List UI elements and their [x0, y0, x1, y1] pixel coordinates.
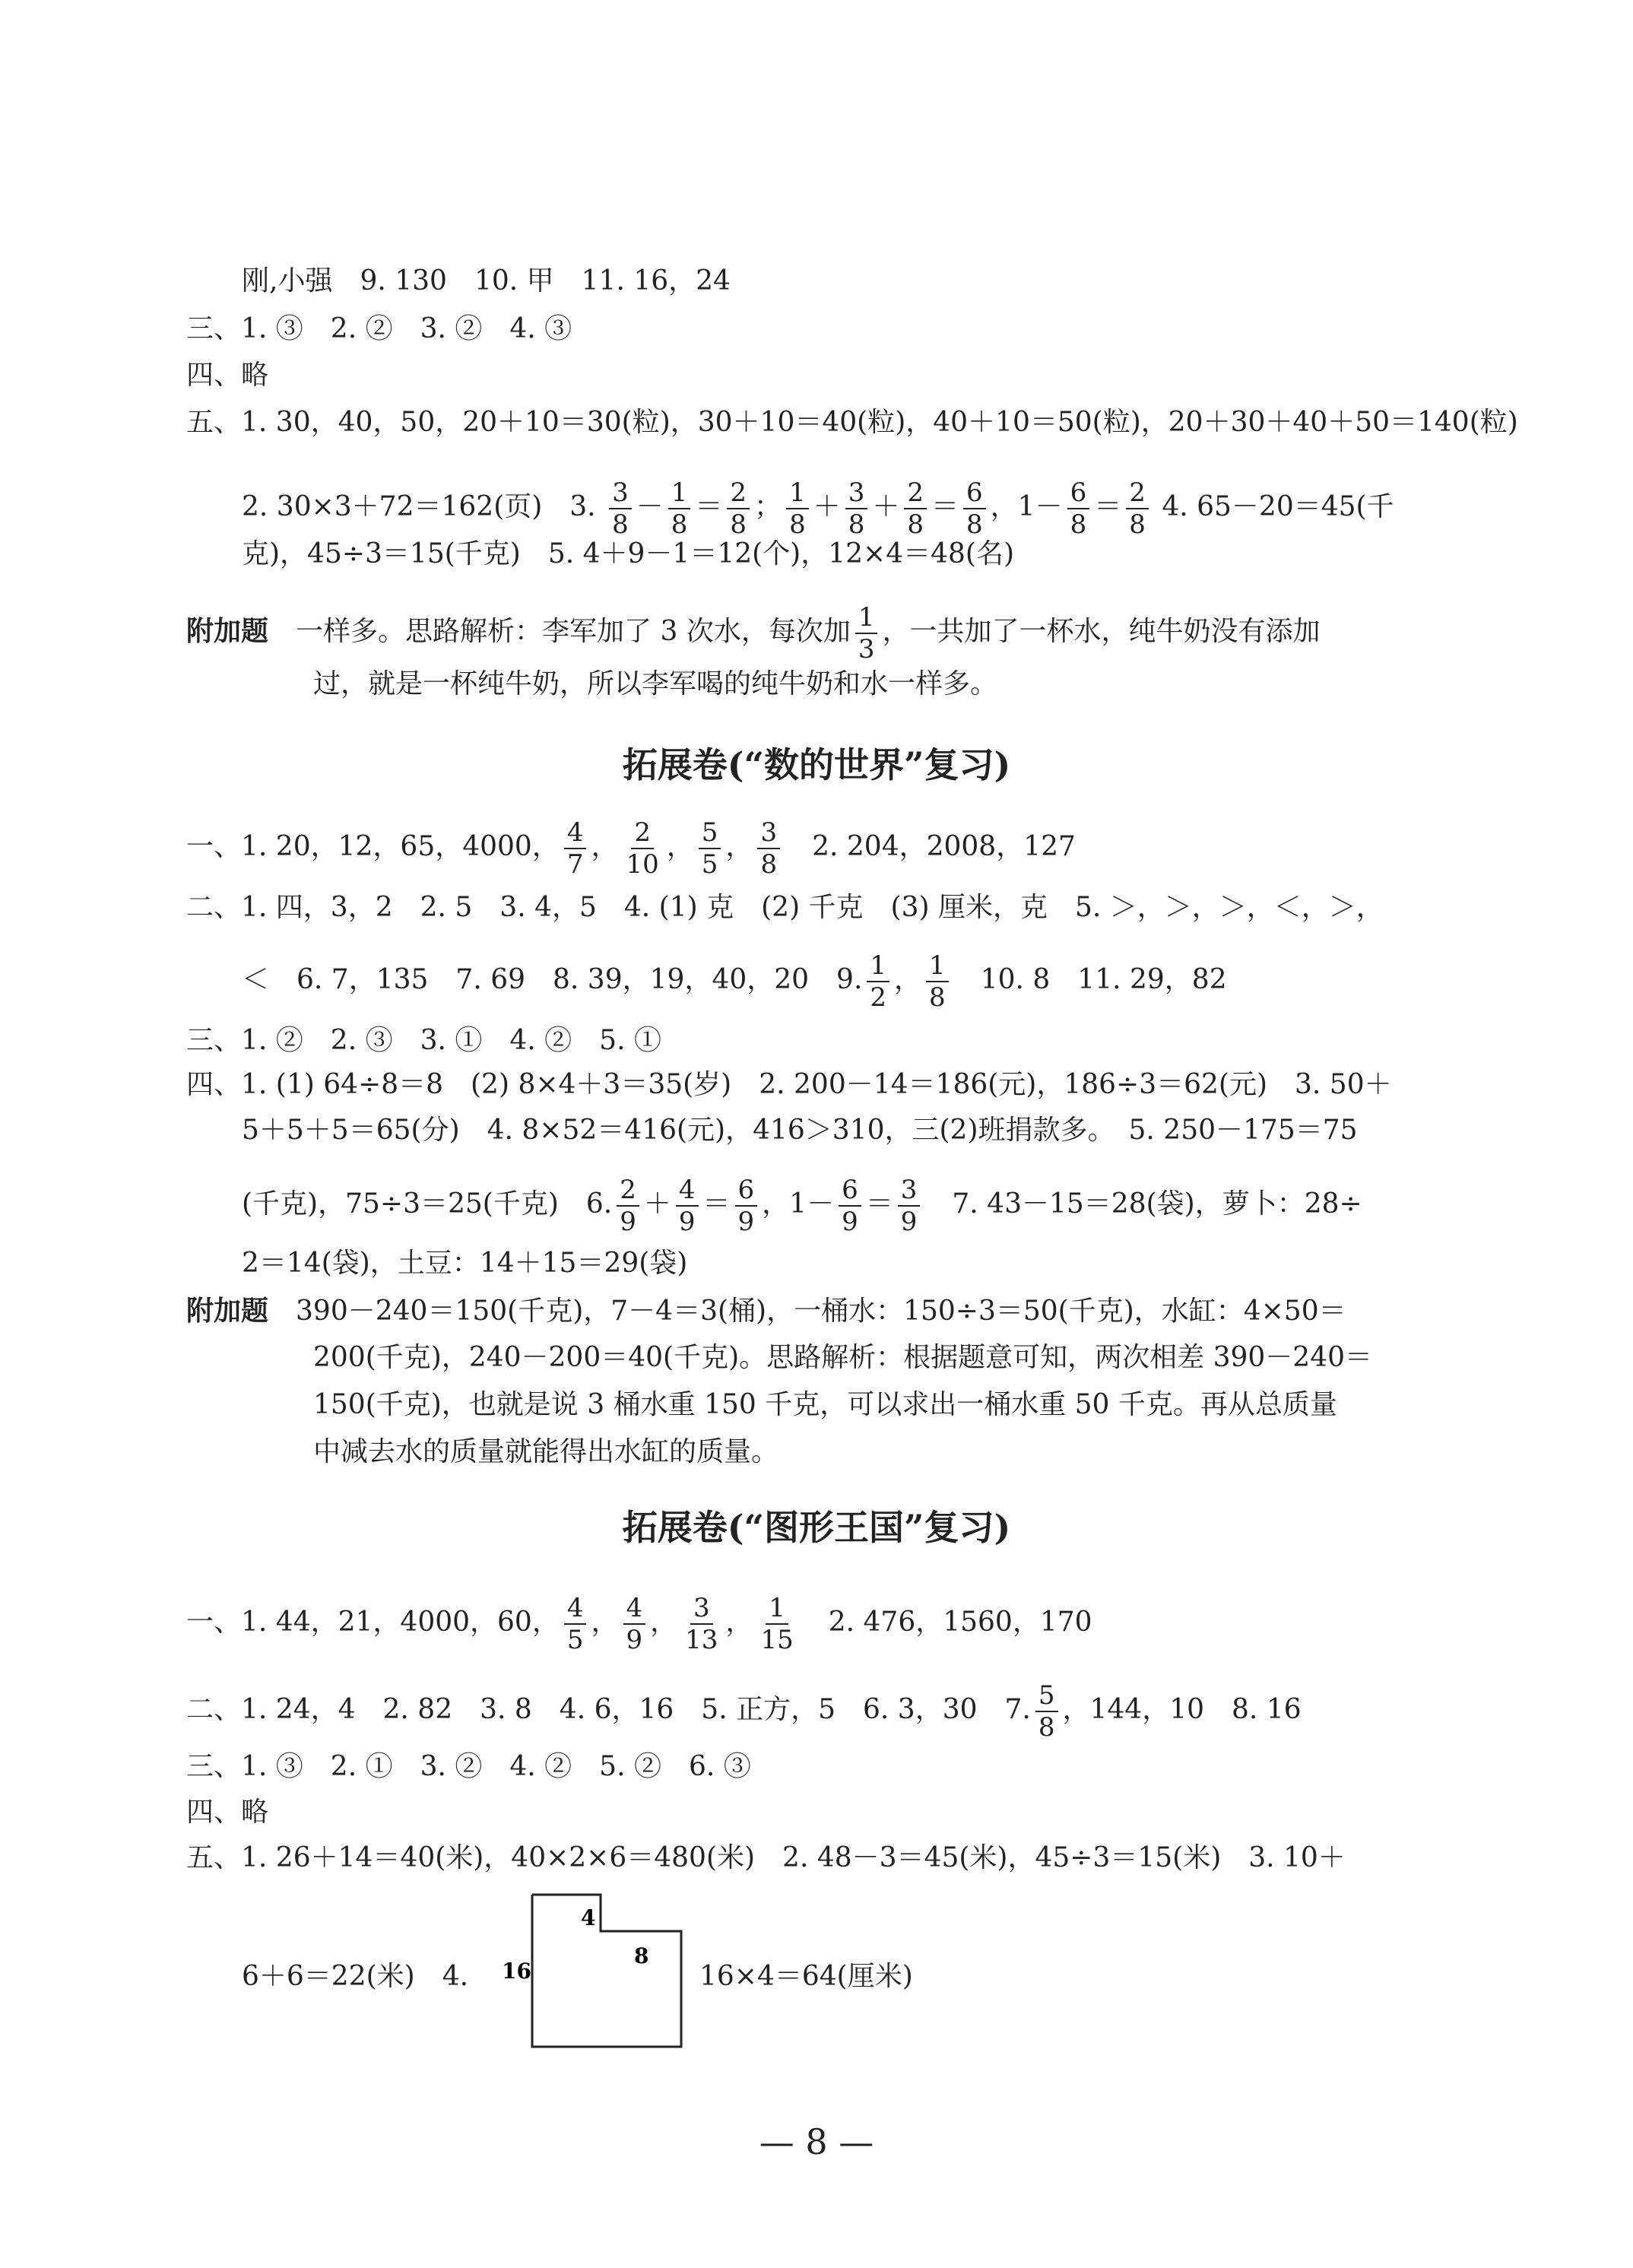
- answer-line: 三、1. ③ 2. ① 3. ② 4. ② 5. ② 6. ③: [186, 1751, 751, 1782]
- fraction: $\frac{1}{3}$: [855, 602, 878, 665]
- answer-line: 200(千克)，240－200＝40(千克)。思路解析：根据题意可知，两次相差 390－240＝: [313, 1342, 1372, 1373]
- answer-text: ，144，10 8. 16: [1062, 1694, 1302, 1725]
- answer-text: ＜ 6. 7，135 7. 69 8. 39，19，40，20 9.: [242, 964, 863, 995]
- answer-line: 150(千克)，也就是说 3 桶水重 150 千克，可以求出一桶水重 50 千克。再从总质量: [313, 1389, 1337, 1420]
- answer-text: 二、1. 24，4 2. 82 3. 8 4. 6，16 5. 正方，5 6. 3，30 7.: [186, 1694, 1031, 1725]
- answer-line: 中减去水的质量就能得出水缸的质量。: [313, 1436, 779, 1467]
- answer-line: 二、1. 四，3，2 2. 5 3. 4，5 4. (1) 克 (2) 千克 (3) 厘米，克 5. ＞，＞，＞，＜，＞，: [186, 892, 1384, 923]
- l-shape-figure: [487, 1892, 699, 2054]
- fig-label-left: 16: [502, 1959, 531, 1984]
- answer-text: 390－240＝150(千克)，7－4＝3(桶)，一桶水：150÷3＝50(千克)，水缸：4×50＝: [296, 1296, 1346, 1327]
- answer-line: 三、1. ③ 2. ② 3. ② 4. ③: [186, 313, 572, 344]
- fraction: $\frac{3}{8}$: [757, 817, 780, 880]
- answer-text: 2. 30×3＋72＝162(页) 3.: [242, 491, 596, 522]
- answer-text: (千克)，75÷3＝25(千克) 6.: [242, 1188, 613, 1220]
- fraction: $\frac{1}{8}$: [668, 477, 691, 540]
- answer-line: 16×4＝64(厘米): [699, 1961, 913, 1992]
- answer-line: 6＋6＝22(米) 4.: [242, 1961, 469, 1992]
- answer-text: 2. 476，1560，170: [828, 1607, 1092, 1638]
- answer-line: 一、1. 44，21，4000，60， $\frac{4}{5}$ ， $\frac{4}{9}$ ， $\frac{3}{13}$ ， $\frac{1}{15}$ 2. 476，1560，170: [186, 1593, 1092, 1655]
- fraction: $\frac{3}{13}$: [685, 1593, 718, 1655]
- answer-line: 一、1. 20，12，65，4000， $\frac{4}{7}$ ， $\frac{2}{10}$ ， $\frac{5}{5}$ ， $\frac{3}{8}$ 2. 204，2008，127: [186, 817, 1076, 880]
- answer-line: 五、1. 30，40，50，20＋10＝30(粒)，30＋10＝40(粒)，40＋10＝50(粒)，20＋30＋40＋50＝140(粒): [186, 407, 1518, 438]
- fraction: $\frac{3}{9}$: [898, 1175, 921, 1237]
- fraction: $\frac{4}{9}$: [676, 1175, 699, 1237]
- answer-text: 2. 204，2008，127: [812, 831, 1076, 862]
- answer-line: 四、略: [186, 360, 269, 391]
- fraction: $\frac{6}{9}$: [735, 1175, 758, 1237]
- answer-line: 四、略: [186, 1797, 269, 1828]
- fig-label-top: 4: [581, 1905, 596, 1930]
- fraction: $\frac{1}{2}$: [867, 950, 889, 1013]
- answer-line: 2＝14(袋)，土豆：14＋15＝29(袋): [242, 1248, 688, 1279]
- answer-text: 10. 8 11. 29，82: [980, 964, 1227, 995]
- answer-line: 五、1. 26＋14＝40(米)，40×2×6＝480(米) 2. 48－3＝45(米)，45÷3＝15(米) 3. 10＋: [186, 1842, 1346, 1873]
- fraction: $\frac{6}{8}$: [963, 477, 986, 540]
- answer-line: 四、1. (1) 64÷8＝8 (2) 8×4＋3＝35(岁) 2. 200－14＝186(元)，186÷3＝62(元) 3. 50＋: [186, 1069, 1392, 1100]
- extra-question: [186, 602, 1320, 665]
- answer-text: 一、1. 44，21，4000，60，: [186, 1607, 560, 1638]
- answer-line: 5＋5＋5＝65(分) 4. 8×52＝416(元)，416＞310，三(2)班捐款多。 5. 250－175＝75: [242, 1115, 1358, 1146]
- fraction: $\frac{4}{9}$: [623, 1593, 646, 1655]
- answer-text: 一样多。思路解析：李军加了 3 次水，每次加: [296, 616, 851, 647]
- answer-line: (千克)，75÷3＝25(千克) 6. $\frac{2}{9}$ ＋ $\frac{4}{9}$ ＝ $\frac{6}{9}$ ，1－ $\frac{6}{9}$ ＝ $\frac{3}{9}$ 7. 43－15＝28(袋)，萝卜：28÷: [242, 1175, 1362, 1237]
- answer-line: 2. 30×3＋72＝162(页) 3. $\frac{3}{8}$ － $\frac{1}{8}$ ＝ $\frac{2}{8}$ ； $\frac{1}{8}$ ＋ $\frac{3}{8}$ ＋ $\frac{2}{8}$ ＝ $\frac{6}{8}$ ，1－ $\frac{6}{8}$ ＝ $\frac{2}{8}$ 4. 65－20＝45(千: [242, 477, 1394, 540]
- fraction: $\frac{2}{9}$: [617, 1175, 639, 1237]
- fraction: $\frac{3}{8}$: [609, 477, 632, 540]
- page-number: — 8 —: [759, 2121, 874, 2162]
- answer-line: 刚,小强 9. 130 10. 甲 11. 16，24: [242, 265, 731, 297]
- fraction: $\frac{6}{9}$: [839, 1175, 861, 1237]
- fraction: $\frac{4}{7}$: [564, 817, 587, 880]
- fraction: $\frac{1}{8}$: [926, 950, 949, 1013]
- fraction: $\frac{5}{8}$: [1035, 1680, 1058, 1743]
- extra-label: 附加题: [186, 615, 269, 647]
- fraction: $\frac{5}{5}$: [699, 817, 721, 880]
- fraction: $\frac{2}{8}$: [727, 477, 750, 540]
- answer-text: ，一共加了一杯水，纯牛奶没有添加: [882, 616, 1321, 647]
- answer-text: 一、1. 20，12，65，4000，: [186, 831, 560, 862]
- answer-line: 过，就是一杯纯牛奶，所以李军喝的纯牛奶和水一样多。: [313, 668, 998, 699]
- fraction: $\frac{4}{5}$: [564, 1593, 587, 1655]
- answer-text: 4. 65－20＝45(千: [1162, 491, 1394, 522]
- fraction: $\frac{1}{8}$: [786, 477, 809, 540]
- l-shape-outline: [532, 1895, 681, 2047]
- fraction: $\frac{2}{10}$: [626, 817, 659, 880]
- answer-line: [186, 1680, 1302, 1743]
- extra-label: 附加题: [186, 1295, 269, 1327]
- section-title: 拓展卷(“图形王国”复习): [622, 1507, 1011, 1548]
- fraction: $\frac{3}{8}$: [845, 477, 868, 540]
- fraction: $\frac{1}{15}$: [760, 1593, 794, 1655]
- fraction: $\frac{2}{8}$: [904, 477, 927, 540]
- answer-text: 7. 43－15＝28(袋)，萝卜：28÷: [952, 1188, 1362, 1220]
- fig-label-right: 8: [634, 1943, 649, 1968]
- section-title: 拓展卷(“数的世界”复习): [622, 744, 1011, 785]
- answer-line: 三、1. ② 2. ③ 3. ① 4. ② 5. ①: [186, 1025, 661, 1056]
- answer-line: ＜ 6. 7，135 7. 69 8. 39，19，40，20 9. $\frac{1}{2}$ ， $\frac{1}{8}$ 10. 8 11. 29，82: [242, 950, 1227, 1013]
- fraction: $\frac{2}{8}$: [1126, 477, 1149, 540]
- answer-line: 克)，45÷3＝15(千克) 5. 4＋9－1＝12(个)，12×4＝48(名): [242, 538, 1014, 569]
- extra-question: [186, 1293, 1346, 1330]
- fraction: $\frac{6}{8}$: [1067, 477, 1090, 540]
